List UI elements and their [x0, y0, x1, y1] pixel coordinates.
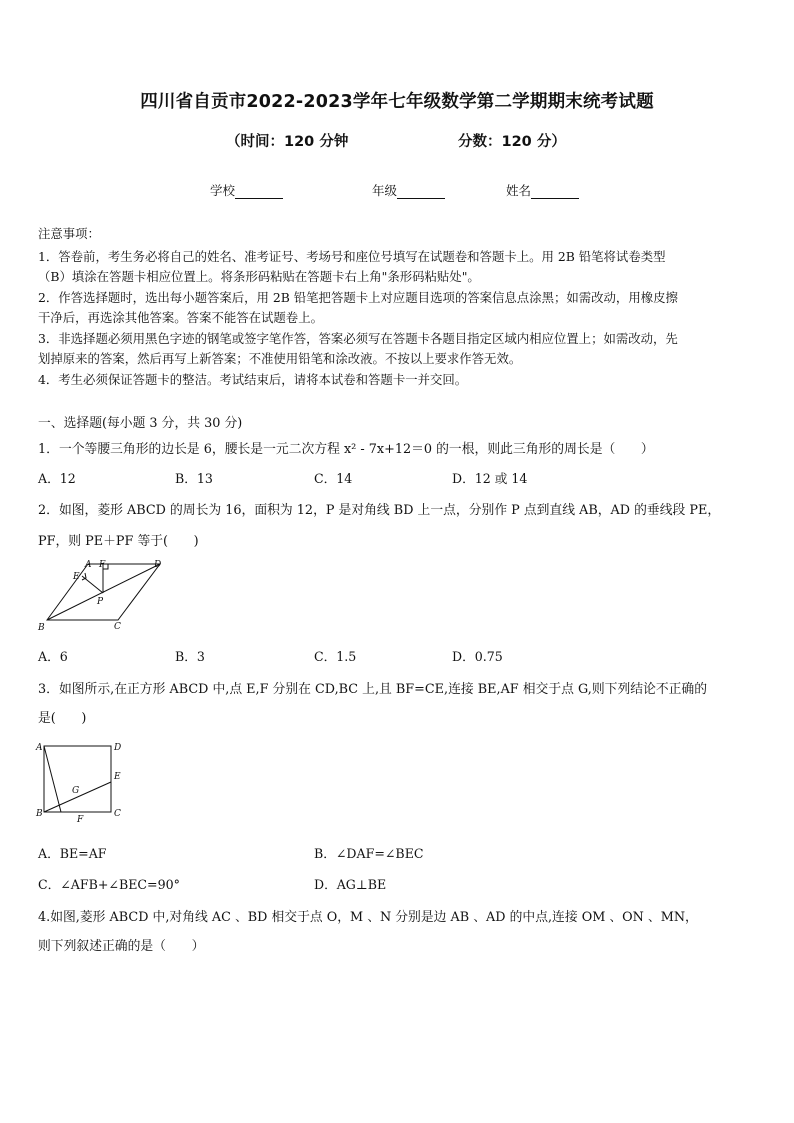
exam-score: 分数：120 分） [458, 134, 566, 150]
q1-option-b: B．13 [175, 471, 213, 486]
section-heading: 一、选择题(每小题 3 分，共 30 分) [38, 416, 243, 431]
label-a: A [85, 560, 92, 570]
question-2-stem-line2: PF，则 PE＋PF 等于( ) [38, 534, 199, 549]
square-outline [44, 746, 111, 812]
name-blank [531, 186, 579, 199]
exam-time: （时间：120 分钟 [226, 134, 349, 150]
q2-option-a: A．6 [38, 649, 68, 664]
q3-option-b: B．∠DAF=∠BEC [314, 846, 424, 861]
name-field [506, 181, 579, 199]
q1-option-d: D．12 或 14 [452, 471, 528, 486]
label-b: B [38, 623, 45, 633]
label-f: F [77, 815, 84, 822]
notice-line: 1．答卷前，考生务必将自己的姓名、准考证号、考场号和座位号填写在试题卷和答题卡上。用 2B 铅笔将试卷类型 [38, 249, 666, 264]
label-e: E [114, 772, 121, 782]
q1-option-c: C．14 [314, 471, 353, 486]
question-1-stem: 1．一个等腰三角形的边长是 6，腰长是一元二次方程 x² - 7x+12＝0 的一根，则此三角形的周长是（ ） [38, 442, 654, 457]
grade-blank [397, 186, 445, 199]
name-label: 姓名 [506, 183, 532, 198]
grade-label: 年级 [372, 183, 398, 198]
q2-option-c: C．1.5 [314, 649, 357, 664]
label-d: D [114, 743, 122, 753]
label-d: D [154, 560, 162, 570]
notice-line: 干净后，再选涂其他答案。答案不能答在试题卷上。 [38, 310, 323, 325]
school-blank [235, 186, 283, 199]
label-f: F [99, 560, 106, 570]
q2-option-b: B．3 [175, 649, 205, 664]
segment-af [44, 746, 61, 812]
q3-option-a: A．BE=AF [38, 846, 107, 861]
label-c: C [114, 622, 121, 632]
square-figure [34, 736, 130, 822]
label-e: E [73, 572, 80, 582]
label-p: P [97, 597, 104, 607]
notice-line: 划掉原来的答案，然后再写上新答案；不准使用铅笔和涂改液。不按以上要求作答无效。 [38, 351, 522, 366]
notice-line: 4．考生必须保证答题卡的整洁。考试结束后，请将本试卷和答题卡一并交回。 [38, 372, 468, 387]
notice-line: （B）填涂在答题卡相应位置上。将条形码粘贴在答题卡右上角"条形码粘贴处"。 [38, 269, 480, 284]
question-3-stem-line1: 3．如图所示,在正方形 ABCD 中,点 E,F 分别在 CD,BC 上,且 BF=CE,连接 BE,AF 相交于点 G,则下列结论不正确的 [38, 682, 708, 697]
school-field [210, 181, 283, 199]
notice-line: 2．作答选择题时，选出每小题答案后，用 2B 铅笔把答题卡上对应题目选项的答案信息点涂黑；如需改动，用橡皮擦 [38, 290, 678, 305]
question-4-stem-line2: 则下列叙述正确的是（ ） [38, 939, 205, 954]
label-c: C [114, 809, 121, 819]
rhombus-figure [34, 556, 166, 634]
notice-line: 3．非选择题必须用黑色字迹的钢笔或签字笔作答，答案必须写在答题卡各题目指定区域内相应位置上；如需改动，先 [38, 331, 678, 346]
label-b: B [36, 809, 43, 819]
question-4-stem-line1: 4.如图,菱形 ABCD 中,对角线 AC 、BD 相交于点 O，M 、N 分别是边 AB 、AD 的中点,连接 OM 、ON 、MN， [38, 910, 698, 925]
page-title: 四川省自贡市2022-2023学年七年级数学第二学期期末统考试题 [140, 92, 654, 112]
label-a: A [36, 743, 43, 753]
q2-option-d: D．0.75 [452, 649, 503, 664]
grade-field [372, 181, 445, 199]
question-3-stem-line2: 是( ) [38, 711, 87, 726]
notice-heading: 注意事项： [38, 226, 100, 241]
label-g: G [72, 786, 80, 796]
school-label: 学校 [210, 183, 236, 198]
q3-option-c: C．∠AFB+∠BEC=90° [38, 877, 180, 892]
q1-option-a: A．12 [38, 471, 76, 486]
question-2-stem-line1: 2．如图，菱形 ABCD 的周长为 16，面积为 12，P 是对角线 BD 上一点，分别作 P 点到直线 AB，AD 的垂线段 PE， [38, 503, 721, 518]
q3-option-d: D．AG⊥BE [314, 877, 387, 892]
